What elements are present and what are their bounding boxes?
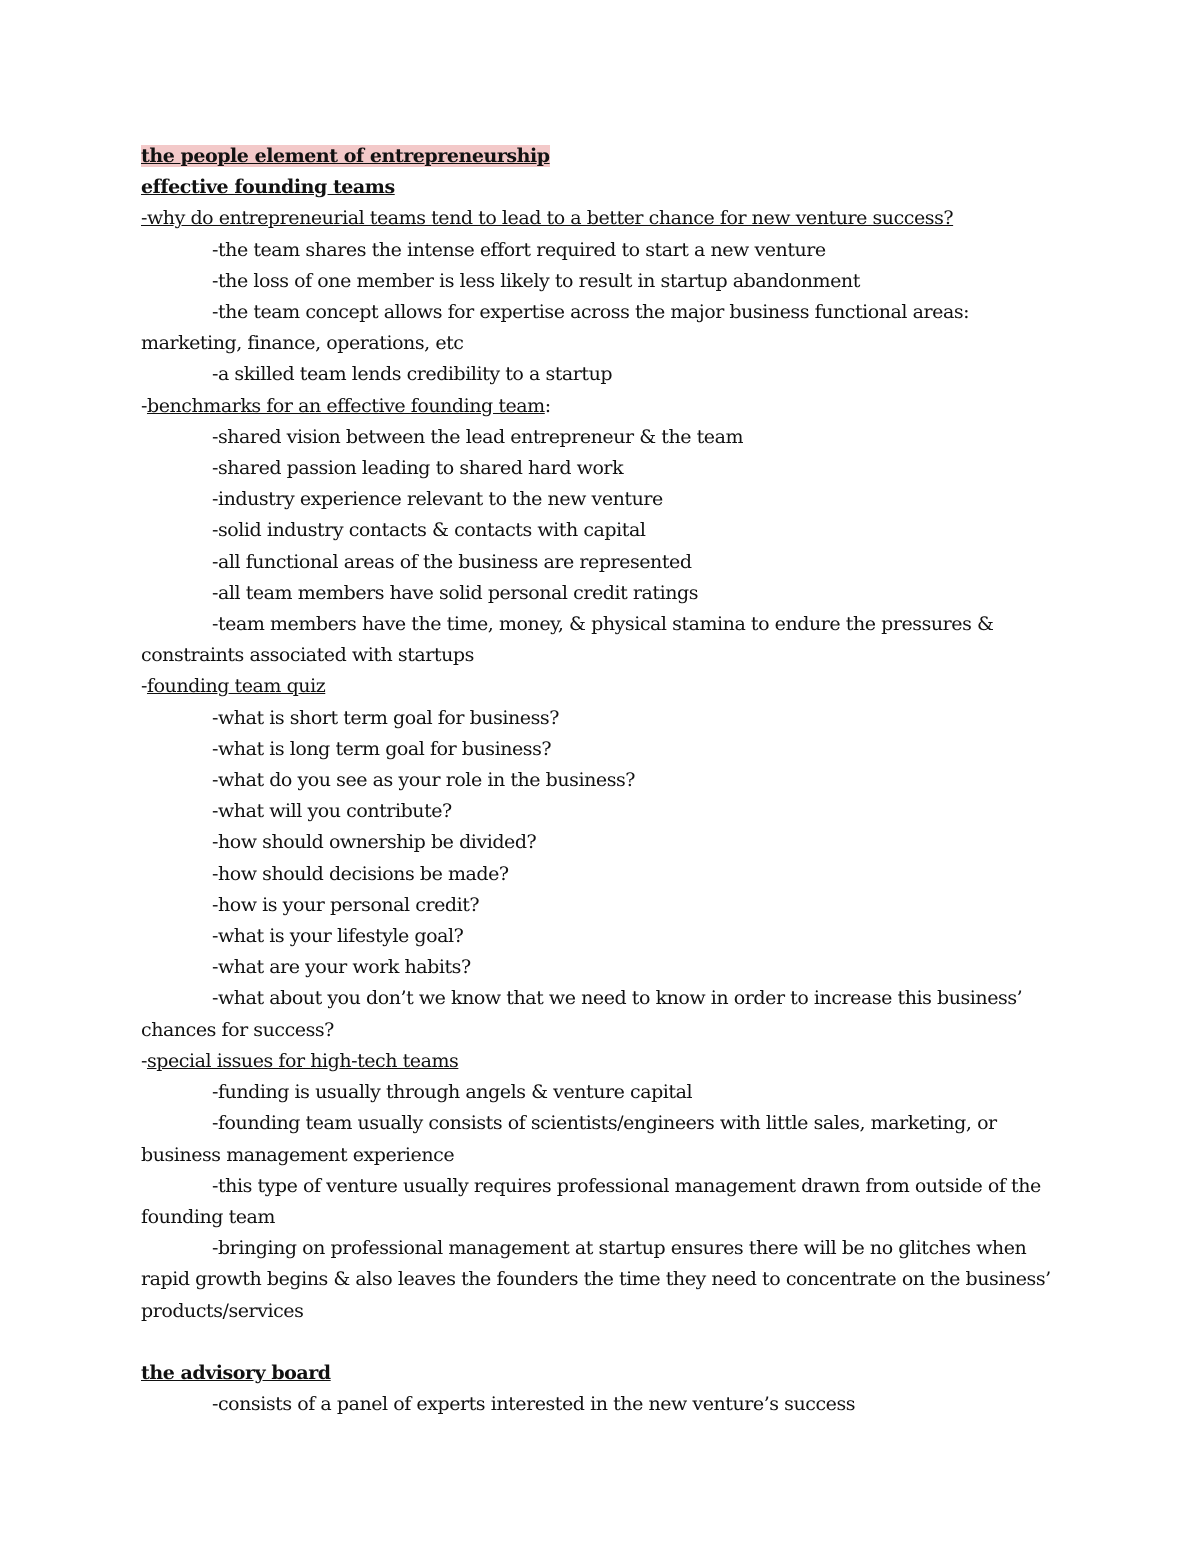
document-body — [141, 141, 1071, 1420]
subheading-quiz — [141, 671, 1071, 702]
list-item: -consists of a panel of experts interested in the new venture’s success — [212, 1393, 856, 1416]
subheading-suffix: : — [544, 394, 551, 417]
subheading-prefix: - — [141, 1049, 147, 1072]
list-item: -what about you don’t we know that we need to know in order to increase this business’ chances for success? — [141, 987, 1023, 1041]
list-item: -industry experience relevant to the new venture — [212, 488, 663, 511]
list-item: -how should ownership be divided? — [212, 831, 537, 854]
list-item: -funding is usually through angels & venture capital — [212, 1081, 693, 1104]
section-heading-founding-teams: effective founding teams — [141, 176, 395, 199]
list-item: -what is short term goal for business? — [212, 706, 559, 729]
subheading-benchmarks — [141, 391, 1071, 422]
list-item: -what will you contribute? — [212, 800, 452, 823]
list-item: -the team shares the intense effort required to start a new venture — [212, 238, 826, 261]
list-item: -what is your lifestyle goal? — [212, 925, 464, 948]
document-title: the people element of entrepreneurship — [141, 145, 550, 167]
question-venture-success: -why do entrepreneurial teams tend to lead to a better chance for new venture success? — [141, 207, 954, 230]
list-item: -what are your work habits? — [212, 956, 471, 979]
list-item: -how should decisions be made? — [212, 862, 509, 885]
subheading-benchmarks-label: benchmarks for an effective founding team — [146, 394, 545, 417]
list-item: -all functional areas of the business are represented — [212, 550, 692, 573]
subheading-prefix: - — [141, 675, 147, 698]
list-item: -solid industry contacts & contacts with capital — [212, 519, 646, 542]
list-item: -founding team usually consists of scientists/engineers with little sales, marketing, or business management experience — [141, 1112, 997, 1166]
list-item: -shared passion leading to shared hard work — [212, 457, 624, 480]
list-item: -what is long term goal for business? — [212, 737, 552, 760]
list-item: -shared vision between the lead entrepreneur & the team — [212, 425, 744, 448]
subheading-quiz-label: founding team quiz — [146, 675, 326, 698]
subheading-high-tech — [141, 1046, 1071, 1077]
paragraph-spacer — [141, 1327, 1071, 1358]
list-item: -this type of venture usually requires professional management drawn from outside of the founding team — [141, 1174, 1041, 1228]
list-item: -the loss of one member is less likely to result in startup abandonment — [212, 269, 860, 292]
list-item: -the team concept allows for expertise across the major business functional areas: marketing, finance, operations, etc — [141, 301, 970, 355]
section-heading-advisory-board-line — [141, 1358, 1071, 1389]
list-item: -team members have the time, money, & physical stamina to endure the pressures & constraints associated with startups — [141, 613, 994, 667]
subheading-prefix: - — [141, 394, 147, 417]
list-item: -how is your personal credit? — [212, 893, 480, 916]
list-item: -all team members have solid personal credit ratings — [212, 581, 699, 604]
list-item: -bringing on professional management at startup ensures there will be no glitches when rapid growth begins & also leaves the founders the time they need to concentrate on the business’ products/services — [141, 1237, 1051, 1322]
list-item: -what do you see as your role in the business? — [212, 769, 636, 792]
subheading-high-tech-label: special issues for high-tech teams — [146, 1049, 459, 1072]
section-heading-advisory-board: the advisory board — [141, 1361, 331, 1384]
section-heading-founding-teams-line — [141, 172, 1071, 203]
document-title-line — [141, 141, 1071, 172]
list-item: -a skilled team lends credibility to a startup — [212, 363, 613, 386]
